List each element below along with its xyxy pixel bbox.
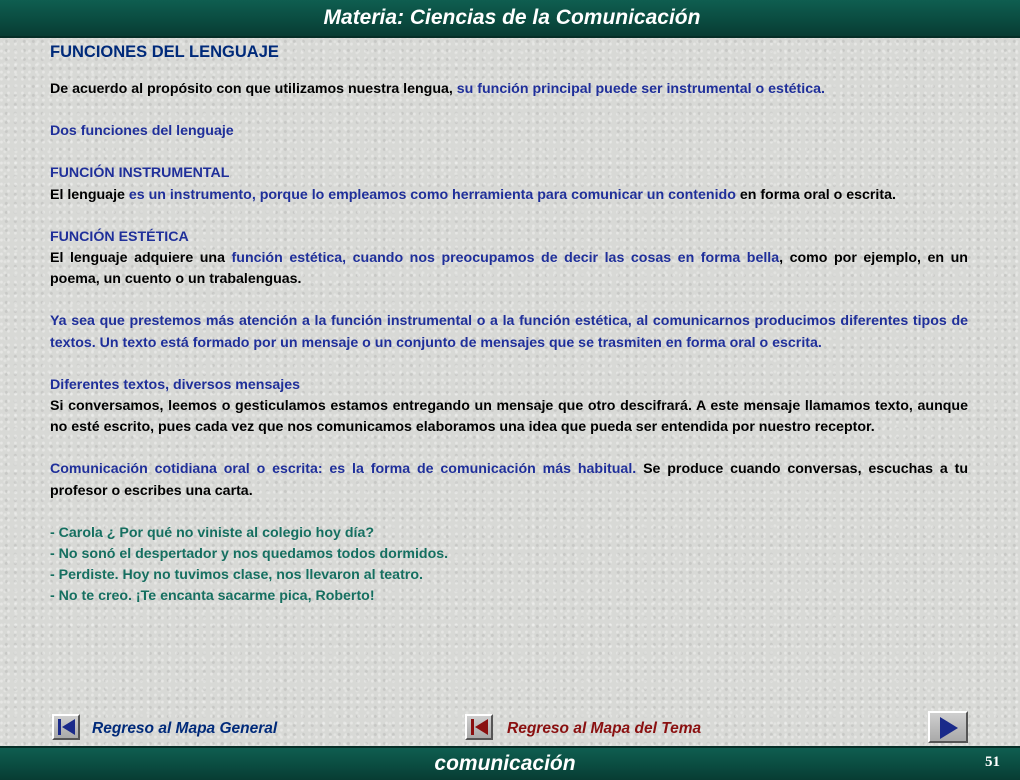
main-content [50,41,968,608]
skip-back-icon [469,717,491,737]
cotidiana-paragraph: Comunicación cotidiana oral o escrita: es la forma de comunicación más habitual. Se produce cuando conversas, escuchas a tu profesor o escribes una carta. [50,461,969,499]
navigation-row [0,712,1020,746]
topic-map-link[interactable]: Regreso al Mapa del Tema [507,720,702,737]
two-functions-heading: Dos funciones del lenguaje [50,123,234,140]
section-title: FUNCIONES DEL LENGUAJE [50,43,279,61]
dialog-line: - Perdiste. Hoy no tuvimos clase, nos llevaron al teatro. [50,567,423,584]
dialog-line: - No sonó el despertador y nos quedamos todos dormidos. [50,546,449,563]
estetica-heading: FUNCIÓN ESTÉTICA [50,228,189,245]
dialog-line: - Carola ¿ Por qué no viniste al colegio hoy día? [50,524,374,541]
intro-paragraph: De acuerdo al propósito con que utilizamos nuestra lengua, su función principal puede ser instrumental o estética. [50,81,825,97]
estetica-paragraph: El lenguaje adquiere una función estética, cuando nos preocupamos de decir las cosas en forma bella, como por ejemplo, en un poema, un cuento o un trabalenguas. [50,250,968,288]
footer-label: comunicación [434,752,576,775]
footer-bar [0,746,1020,780]
page-number: 51 [985,754,1000,770]
dialog-line: - No te creo. ¡Te encanta sacarme pica, Roberto! [50,588,375,605]
general-map-link[interactable]: Regreso al Mapa General [92,720,278,737]
page-title: Materia: Ciencias de la Comunicación [323,6,701,29]
general-map-button[interactable] [52,714,80,740]
summary-paragraph: Ya sea que prestemos más atención a la función instrumental o a la función estética, al comunicarnos producimos diferentes tipos de textos. Un texto está formado por un mensaje o un conjunto de mensajes que se trasmiten en forma oral o escrita. [50,313,968,351]
diferentes-paragraph: Si conversamos, leemos o gesticulamos estamos entregando un mensaje que otro descifrará. A este mensaje llamamos texto, aunque no esté escrito, pues cada vez que nos comunicamos elaboramos una idea que pueda ser entendida por nuestro receptor. [50,398,968,436]
topic-map-button[interactable] [465,714,493,740]
instrumental-heading: FUNCIÓN INSTRUMENTAL [50,165,230,182]
diferentes-heading: Diferentes textos, diversos mensajes [50,376,300,393]
next-page-button[interactable] [928,711,968,743]
play-next-icon [938,716,960,740]
header-bar [0,0,1020,38]
instrumental-paragraph: El lenguaje es un instrumento, porque lo empleamos como herramienta para comunicar un contenido en forma oral o escrita. [50,186,896,203]
dialog-block [50,523,968,608]
skip-back-icon [56,717,78,737]
